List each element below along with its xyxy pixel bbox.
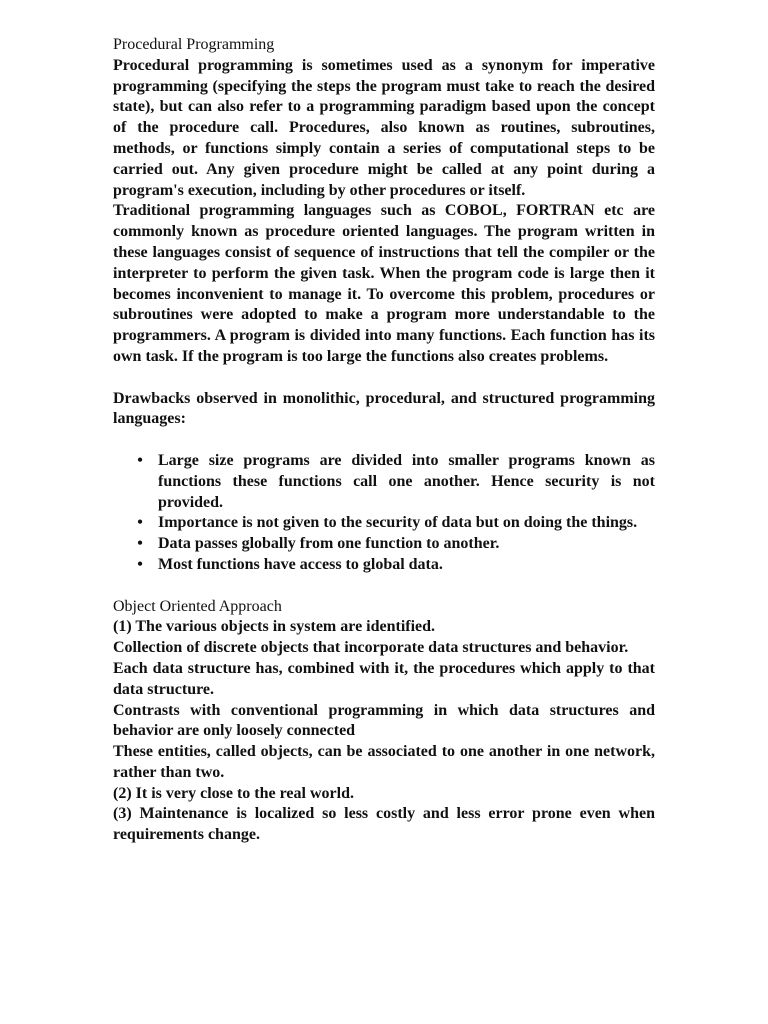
oop-line: (3) Maintenance is localized so less costly and less error prone even when requirements change. (113, 805, 655, 844)
bullet-icon: • (137, 555, 143, 573)
bullet-icon: • (137, 514, 143, 532)
spacer (113, 368, 655, 389)
bullet-icon: • (137, 535, 143, 553)
list-item (137, 451, 655, 513)
bullet-icon: • (137, 451, 143, 469)
list-item-text: Most functions have access to global data. (158, 555, 443, 573)
list-item (137, 513, 655, 534)
procedural-heading: Procedural Programming (113, 36, 275, 53)
oop-line: These entities, called objects, can be associated to one another in one network, rather than two. (113, 743, 655, 781)
oop-line: Each data structure has, combined with it, the procedures which apply to that data structure. (113, 659, 655, 698)
list-item-text: Large size programs are divided into smaller programs known as functions these functions call one another. Hence security is not provided. (158, 451, 655, 511)
procedural-paragraph-2: Traditional programming languages such as COBOL, FORTRAN etc are commonly known as procedure oriented languages. The program written in these languages consist of sequence of instructions that tell the compiler or the interpreter to perform the given task. When the program code is large then it becomes inconvenient to manage it. To overcome this problem, procedures or subroutines were adopted to make a program more understandable to the programmers. A program is divided into many functions. Each function has its own task. If the program is too large the functions also creates problems. (113, 202, 655, 365)
spacer (113, 430, 655, 451)
list-item-text: Importance is not given to the security of data but on doing the things. (158, 514, 638, 532)
oop-line: Contrasts with conventional programming in which data structures and behavior are only loosely connected (113, 701, 655, 740)
list-item-text: Data passes globally from one function to another. (158, 535, 500, 553)
list-item (137, 534, 655, 555)
document-page (113, 35, 655, 846)
spacer (113, 576, 655, 597)
drawbacks-list (113, 451, 655, 576)
oop-line: (1) The various objects in system are identified. (113, 618, 436, 636)
oop-line: Collection of discrete objects that incorporate data structures and behavior. (113, 639, 629, 657)
oop-heading: Object Oriented Approach (113, 597, 282, 615)
oop-line: (2) It is very close to the real world. (113, 784, 354, 802)
drawbacks-intro: Drawbacks observed in monolithic, procedural, and structured programming languages: (113, 389, 655, 428)
list-item (137, 555, 655, 576)
procedural-paragraph-1: Procedural programming is sometimes used as a synonym for imperative programming (specifying the steps the program must take to reach the desired state), but can also refer to a programming paradigm based upon the concept of the procedure call. Procedures, also known as routines, subroutines, methods, or functions simply contain a series of computational steps to be carried out. Any given procedure might be called at any point during a program's execution, including by other procedures or itself. (113, 56, 655, 199)
